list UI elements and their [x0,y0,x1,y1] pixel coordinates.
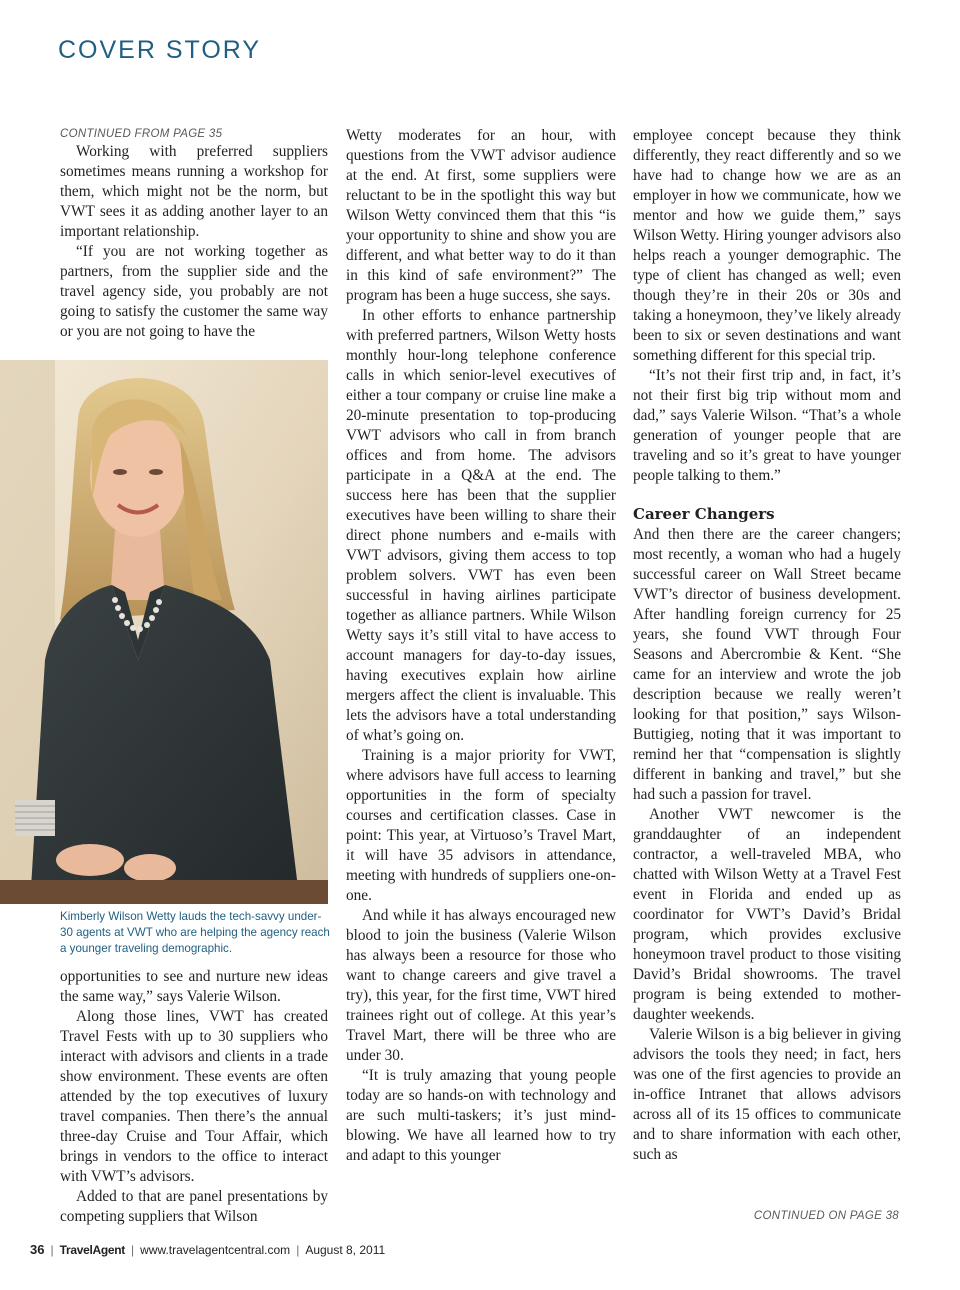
paragraph: “It’s not their first trip and, in fact, it’s not their first big trip without mom and dad,” says Valerie Wilson. “That’s a whole generation of younger people that are traveling and so it’s great to have younger people talking to them.” [633,367,901,484]
paragraph: Added to that are panel presentations by competing suppliers that Wilson [60,1188,328,1225]
column-3 [633,126,901,1165]
paragraph: Along those lines, VWT has created Travel Fests with up to 30 suppliers who interact with advisors and clients in a trade show environment. These events are often attended by the top executives of luxury travel companies. Then there’s the annual three-day Cruise and Tour Affair, which brings in vendors to the office to interact with VWT’s advisors. [60,1008,328,1185]
paragraph: And then there are the career changers; most recently, a woman who had a hugely successful career on Wall Street became VWT’s director of business development. After handling foreign currency for 25 years, she found VWT through Four Seasons and Abercrombie & Kent. “She came for an interview and wrote the job description because we really weren’t looking for that position,” says Wilson-Buttigieg, noting that it was important to remind her that “compensation is slightly different in banking and travel,” but she had such a passion for travel. [633,526,901,803]
website-link[interactable]: www.travelagentcentral.com [140,1243,291,1257]
issue-date: August 8, 2011 [305,1243,386,1257]
paragraph: Wetty moderates for an hour, with questions from the VWT advisor audience at the end. At first, some suppliers were reluctant to be in the spotlight this way but Wilson Wetty convinced them that this “is your opportunity to shine and show you are different, and what better way to do it than in this kind of safe environment?” The program has been a huge success, she says. [346,127,616,304]
subhead-career-changers: Career Changers [633,505,775,523]
paragraph: “If you are not working together as partners, from the supplier side and the travel agency side, you probably are not going to satisfy the customer the same way or you are not going to have the [60,243,328,340]
column-1-bottom [60,967,328,1227]
paragraph: employee concept because they think differently, they react differently and so we have had to change how we are as an employer in how we communicate, how we mentor and how we guide them,” says Wilson Wetty. Hiring younger advisors also helps reach a younger demographic. The type of client has changed as well; even though they’re in their 20s or 30s and taking a honeymoon, they’ve likely already been to six or seven destinations and want something different for this special trip. [633,127,901,364]
paragraph: Training is a major priority for VWT, where advisors have full access to learning opportunities in the form of specialty courses and certification classes. Case in point: This year, at Virtuoso’s Travel Mart, it will have 35 advisors in attendance, meeting with hundreds of suppliers one-on-one. [346,747,616,904]
paragraph: Working with preferred suppliers sometimes means running a workshop for them, which might not be the norm, but VWT sees it as adding another layer to an important relationship. [60,143,328,240]
column-1-top [60,126,328,342]
paragraph: In other efforts to enhance partnership with preferred partners, Wilson Wetty hosts monthly hour-long telephone conference calls in which senior-level executives of either a tour company or cruise line make a 20-minute presentation to top-producing VWT advisors who call in from branch offices and from home. The advisors participate in a Q&A at the end. The success here has been that the supplier executives have been willing to share their direct phone numbers and e-mails with VWT advisors, giving them access to top problem solvers. VWT has even been successful in having airlines participate together as alliance partners. While Wilson Wetty says it’s still vital to have access to account managers for day-to-day issues, having executives explain how airline mergers affect the client is invaluable. This lets the advisors have a total understanding of what’s going on. [346,307,616,744]
magazine-name: TravelAgent [59,1243,125,1257]
section-title: COVER STORY [58,36,262,64]
photo-caption: Kimberly Wilson Wetty lauds the tech-savvy under-30 agents at VWT who are helping the agency reach a younger traveling demographic. [60,910,330,955]
footer-divider: | [130,1243,135,1257]
paragraph: Another VWT newcomer is the granddaughter of an independent contractor, a well-traveled MBA, who chatted with Wilson Wetty at a Travel Fest event in Florida and ended up as coordinator for VWT’s David’s Bridal program, which provides exclusive honeymoon travel product to those visiting David’s Bridal showrooms. The travel program is being extended to mother-daughter weekends. [633,806,901,1023]
column-2 [346,126,616,1166]
paragraph: And while it has always encouraged new blood to join the business (Valerie Wilson has always been a resource for those who want to change careers and give travel a try), this year, for the first time, VWT hired trainees right out of college. At this year’s Travel Mart, there will be three who are under 30. [346,907,616,1064]
continued-from-label: CONTINUED FROM PAGE 35 [60,128,223,140]
paragraph: “It is truly amazing that young people today are so hands-on with technology and are such multi-taskers; it’s just mind-blowing. We have all learned how to try and adapt to this younger [346,1067,616,1164]
page-footer [30,1242,385,1257]
page-number: 36 [30,1242,45,1257]
paragraph: Valerie Wilson is a big believer in giving advisors the tools they need; in fact, hers was one of the first agencies to provide an in-office Intranet that allows advisors across all of its 15 offices to communicate and to share information with each other, such as [633,1026,901,1163]
paragraph: opportunities to see and nurture new ideas the same way,” says Valerie Wilson. [60,968,328,1005]
continued-on-label: CONTINUED ON PAGE 38 [753,1210,899,1222]
footer-divider: | [296,1243,300,1257]
footer-divider: | [50,1243,54,1257]
portrait-photo [0,360,328,904]
